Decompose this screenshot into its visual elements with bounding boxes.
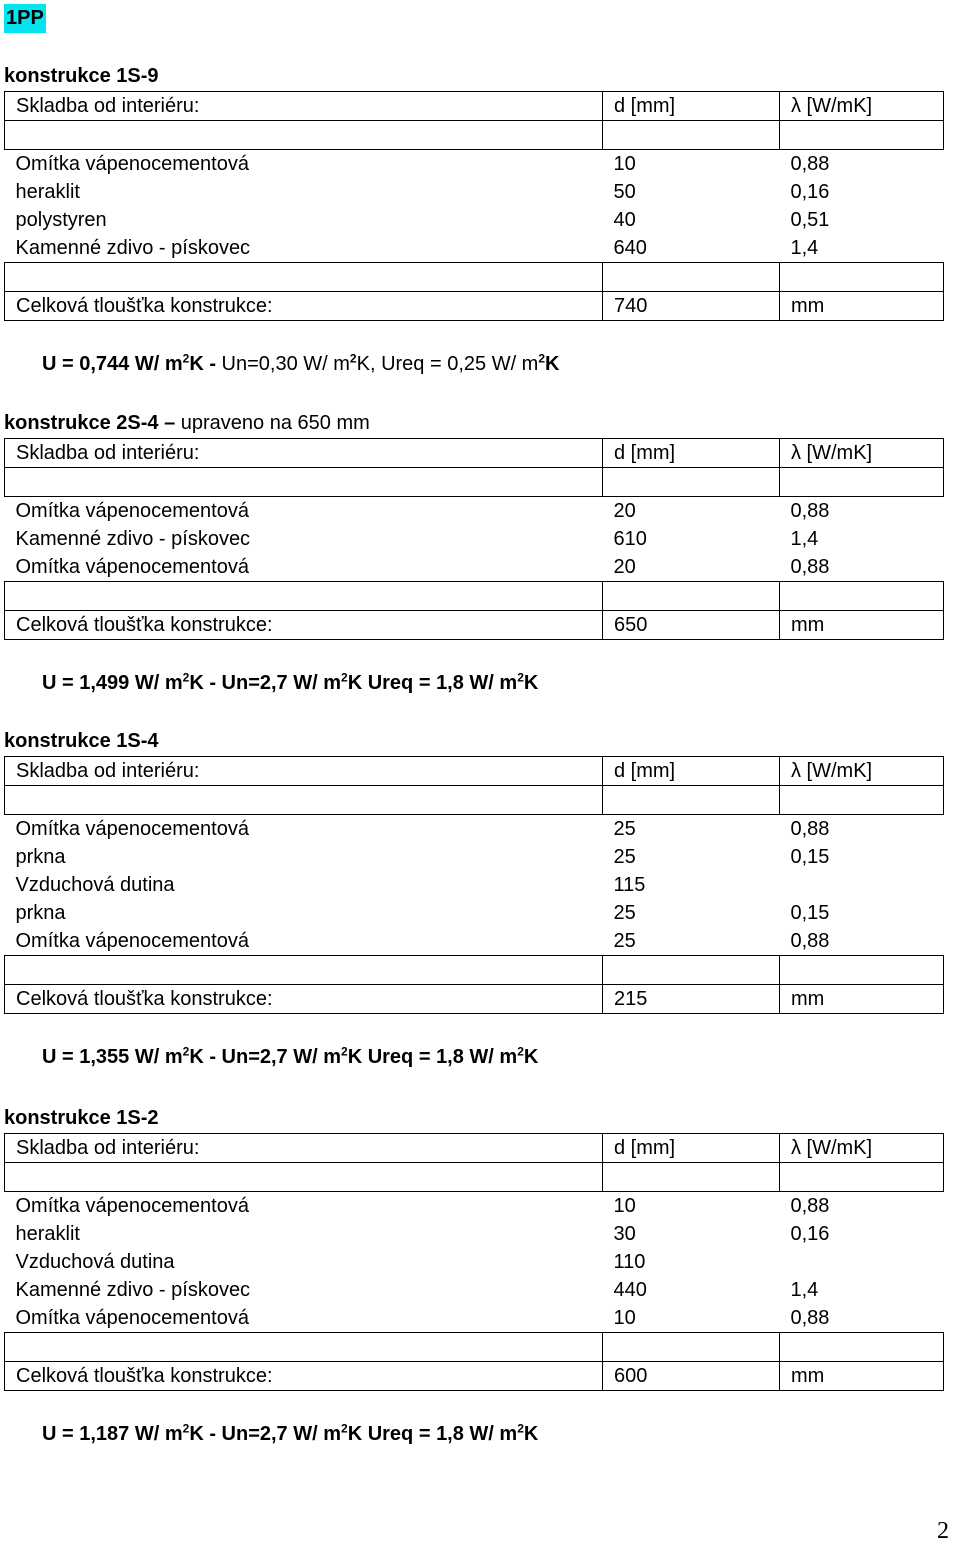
blank-row <box>5 121 944 150</box>
page-number: 2 <box>937 1518 949 1544</box>
total-row: Celková tloušťka konstrukce: 600 mm <box>5 1362 944 1391</box>
table-row: Kamenné zdivo - pískovec 440 1,4 <box>15 1279 819 1301</box>
layers-table <box>4 1133 944 1391</box>
table-row: Kamenné zdivo - pískovec 610 1,4 <box>15 528 819 550</box>
section-title: konstrukce 1S-9 <box>4 65 159 87</box>
total-unit: mm <box>780 292 944 321</box>
table-header-row: Skladba od interiéru: d [mm] λ [W/mK] <box>5 439 944 468</box>
floor-label: 1PP <box>4 4 46 33</box>
section-title: konstrukce 1S-2 <box>4 1107 159 1129</box>
table-row: Omítka vápenocementová 10 0,88 <box>15 153 830 175</box>
section-1s-9 <box>4 62 930 379</box>
layers-table <box>4 756 944 1014</box>
table-row: Omítka vápenocementová 10 0,88 <box>15 1195 830 1217</box>
table-row: Omítka vápenocementová 20 0,88 <box>15 556 830 578</box>
u-value-line: U = 0,744 W/ $m^2K - Un=0,30$ W/ $m^2K$, Ureq = 0,25 W/ $m^2K$ <box>42 351 560 375</box>
total-value: 740 <box>603 292 780 321</box>
total-row: Celková tloušťka konstrukce: 215 mm <box>5 985 944 1014</box>
table-row: Omítka vápenocementová 10 0,88 <box>15 1307 830 1329</box>
total-row: Celková tloušťka konstrukce: 650 mm <box>5 611 944 640</box>
layers-table <box>4 91 944 321</box>
table-row: Vzduchová dutina 110 <box>15 1251 646 1273</box>
blank-row <box>5 468 944 497</box>
total-row <box>5 292 944 321</box>
header-lambda: λ [W/mK] <box>780 92 944 121</box>
section-title: konstrukce 2S-4 – upraveno na 650 mm <box>4 412 370 434</box>
blank-row <box>5 786 944 815</box>
blank-row <box>5 1163 944 1192</box>
table-row: Kamenné zdivo - pískovec 640 1,4 <box>15 237 819 259</box>
total-label: Celková tloušťka konstrukce: <box>5 292 603 321</box>
table-row: heraklit 30 0,16 <box>15 1223 830 1245</box>
table-row: prkna 25 0,15 <box>15 902 830 924</box>
section-1s-4 <box>4 727 930 1072</box>
blank-row <box>5 956 944 985</box>
blank-row <box>5 582 944 611</box>
header-d: d [mm] <box>603 92 780 121</box>
table-row: Omítka vápenocementová 20 0,88 <box>15 500 830 522</box>
blank-row <box>5 1333 944 1362</box>
table-row: Omítka vápenocementová 25 0,88 <box>15 818 830 840</box>
table-header-row: Skladba od interiéru: d [mm] λ [W/mK] <box>5 1134 944 1163</box>
blank-row <box>5 263 944 292</box>
table-row: prkna 25 0,15 <box>15 846 830 868</box>
table-row: Omítka vápenocementová 25 0,88 <box>15 930 830 952</box>
section-2s-4 <box>4 409 930 698</box>
table-header-row: Skladba od interiéru: d [mm] λ [W/mK] <box>5 757 944 786</box>
table-row: Vzduchová dutina 115 <box>15 874 646 896</box>
table-row: heraklit 50 0,16 <box>15 181 830 203</box>
section-title: konstrukce 1S-4 <box>4 730 159 752</box>
table-row: polystyren 40 0,51 <box>15 209 830 231</box>
section-1s-2 <box>4 1104 930 1449</box>
u-value-line: U = 1,355 W/ $m^2K - Un=2,7$ W/ $m^2K$ Ureq = 1,8 W/ $m^2K$ <box>42 1044 539 1068</box>
header-layer: Skladba od interiéru: <box>5 92 603 121</box>
u-value-line: U = 1,187 W/ $m^2K - Un=2,7$ W/ $m^2K$ Ureq = 1,8 W/ $m^2K$ <box>42 1421 539 1445</box>
table-header-row <box>5 92 944 121</box>
u-value-line: U = 1,499 W/ $m^2K - Un=2,7$ W/ $m^2K$ Ureq = 1,8 W/ $m^2K$ <box>42 670 539 694</box>
layers-table <box>4 438 944 640</box>
